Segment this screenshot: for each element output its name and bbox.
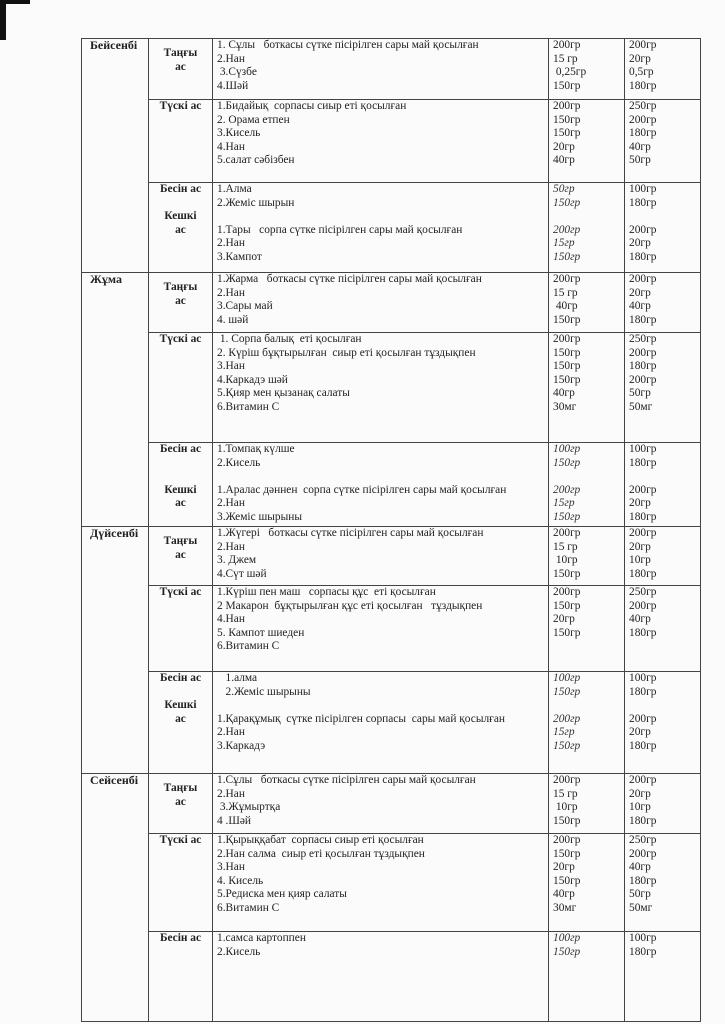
portion-value: 10гр (553, 554, 578, 567)
portion-large-cell (625, 273, 701, 333)
portion-value: 200гр (629, 373, 657, 386)
menu-item: 3.Кампот (217, 250, 262, 263)
menu-item: 2.Нан (217, 497, 245, 510)
portion-value: 15 гр (553, 52, 578, 65)
portion-large-cell (625, 834, 701, 932)
portion-value: 200гр (553, 273, 581, 285)
menu-item: 6.Витамин С (217, 901, 280, 914)
portion-value: 10гр (629, 554, 651, 567)
portion-value: 200гр (553, 712, 581, 725)
menu-item: 3.Сары май (217, 300, 273, 313)
portion-small-cell (549, 443, 625, 527)
portion-value: 200гр (629, 712, 657, 725)
portion-value: 20гр (629, 726, 651, 739)
meal-type-label (153, 457, 208, 471)
portion-value: 250гр (629, 100, 657, 112)
portion-value: 200гр (629, 113, 657, 126)
meal-row (82, 672, 701, 774)
meal-type-cell (149, 273, 213, 333)
menu-item: 3.Кисель (217, 127, 261, 140)
portion-value: 150гр (553, 196, 581, 209)
portion-large-cell (625, 183, 701, 273)
portion-value: 200гр (553, 527, 581, 539)
meal-type-cell (149, 333, 213, 443)
portion-value: 30мг (553, 901, 577, 914)
day-name: Дүйсенбі (90, 526, 139, 540)
meal-row (82, 273, 701, 333)
portion-small-cell (549, 834, 625, 932)
day-cell (82, 273, 149, 527)
menu-item: 6.Витамин С (217, 400, 280, 413)
menu-item: 2.Жеміс шырын (217, 196, 295, 209)
meal-type-label: Таңғы (163, 47, 198, 59)
portion-value: 50гр (629, 888, 651, 901)
portion-value: 40гр (553, 300, 578, 313)
portion-value (553, 470, 620, 484)
meal-type-label: Кешкі (164, 699, 197, 712)
portion-value: 180гр (629, 510, 657, 523)
meal-type-label: ас (175, 60, 186, 73)
portion-value: 40гр (629, 140, 651, 153)
portion-value: 50мг (629, 400, 653, 413)
meal-type-cell (149, 932, 213, 1022)
meal-type-cell (149, 672, 213, 774)
portion-large-cell (625, 586, 701, 672)
portion-value: 200гр (553, 39, 581, 51)
portion-value: 180гр (629, 739, 657, 752)
portion-large-cell (625, 443, 701, 527)
meal-row (82, 774, 701, 834)
portion-value: 180гр (629, 626, 657, 639)
portion-value: 15гр (553, 497, 575, 510)
meal-type-label: Бесін ас (159, 443, 202, 455)
portion-large-cell (625, 39, 701, 100)
meal-row (82, 527, 701, 586)
portion-value: 20гр (629, 52, 651, 65)
menu-item: 3.Нан (217, 861, 245, 874)
menu-item: 4. шәй (217, 313, 249, 326)
weekly-menu-table (81, 38, 701, 1022)
portion-value: 180гр (629, 127, 657, 140)
portion-value: 150гр (553, 510, 581, 523)
meal-type-label: Бесін ас (159, 932, 202, 944)
portion-large-cell (625, 100, 701, 183)
portion-value: 0,5гр (629, 66, 654, 79)
meal-type-label: ас (175, 548, 186, 561)
menu-item: 4.Нан (217, 613, 245, 626)
menu-item: 3. Джем (217, 554, 257, 567)
meal-type-label: Таңғы (163, 782, 198, 794)
menu-item: 1. Сорпа балық еті қосылған (217, 333, 362, 345)
menu-item: 2.Нан (217, 726, 245, 739)
menu-items-cell (213, 672, 549, 774)
portion-value: 15 гр (553, 540, 578, 553)
menu-items-cell (213, 774, 549, 834)
portion-value: 40гр (629, 861, 651, 874)
portion-value: 20гр (553, 140, 575, 153)
menu-item: 1.Алма (217, 183, 252, 195)
menu-item: 1.Бидайық сорпасы сиыр еті қосылған (217, 100, 407, 112)
meal-type-cell (149, 586, 213, 672)
portion-value: 150гр (553, 739, 581, 752)
portion-value: 10гр (553, 801, 578, 814)
portion-value: 40гр (553, 154, 575, 167)
portion-value: 100гр (629, 672, 657, 684)
menu-item: 3.Каркадэ (217, 739, 266, 752)
portion-value: 150гр (553, 874, 581, 887)
portion-value: 150гр (553, 685, 581, 698)
portion-value: 180гр (629, 456, 657, 469)
portion-value: 200гр (553, 586, 581, 598)
portion-value: 100гр (553, 672, 581, 684)
portion-value: 50гр (629, 387, 651, 400)
menu-item: 4.Шәй (217, 79, 249, 92)
portion-value: 200гр (629, 39, 657, 51)
portion-value: 100гр (629, 932, 657, 944)
menu-item: 2.Нан (217, 787, 245, 800)
meal-row (82, 183, 701, 273)
menu-item: 2.Кисель (217, 456, 261, 469)
day-name: Жұма (90, 272, 122, 286)
portion-value: 100гр (629, 183, 657, 195)
portion-small-cell (549, 586, 625, 672)
menu-items-cell (213, 443, 549, 527)
meal-type-label: Кешкі (164, 483, 197, 496)
portion-value: 200гр (553, 834, 581, 846)
meal-type-label (153, 197, 208, 211)
portion-value: 0,25гр (553, 66, 587, 79)
portion-value: 200гр (553, 483, 581, 496)
portion-value: 180гр (629, 945, 657, 958)
meal-type-label: ас (175, 497, 186, 510)
portion-value: 150гр (553, 945, 581, 958)
meal-row (82, 443, 701, 527)
menu-item: 1.Тары сорпа сүтке пісірілген сары май қосылған (217, 223, 463, 236)
portion-value: 200гр (629, 483, 657, 496)
portion-small-cell (549, 932, 625, 1022)
meal-type-label: Түскі ас (159, 333, 202, 345)
menu-item: 1.Қарақұмық сүтке пісірілген сорпасы сары май қосылған (217, 712, 506, 725)
menu-item: 2 Макарон бұқтырылған құс еті қосылған тұздықпен (217, 599, 483, 612)
menu-item: 4.Нан (217, 140, 245, 153)
portion-small-cell (549, 774, 625, 834)
portion-value: 150гр (553, 79, 581, 92)
portion-value: 200гр (553, 223, 581, 236)
meal-type-label: ас (175, 795, 186, 808)
menu-item: 6.Витамин С (217, 640, 280, 653)
menu-item: 2.Нан (217, 286, 245, 299)
menu-item: 1.Сұлы боткасы сүтке пісірілген сары май қосылған (217, 774, 476, 786)
portion-value (553, 210, 620, 224)
menu-item: 5. Кампот шиеден (217, 626, 305, 639)
portion-value: 20гр (629, 497, 651, 510)
meal-row (82, 100, 701, 183)
portion-large-cell (625, 333, 701, 443)
menu-item: 2.Нан (217, 237, 245, 250)
portion-value (629, 470, 696, 484)
menu-item: 1.Аралас дәннен сорпа сүтке пісірілген сары май қосылған (217, 483, 507, 496)
meal-type-label: Түскі ас (159, 834, 202, 846)
meal-type-label (153, 470, 208, 484)
portion-value: 100гр (553, 443, 581, 455)
portion-small-cell (549, 527, 625, 586)
portion-value: 50гр (553, 183, 575, 195)
portion-value: 200гр (629, 774, 657, 786)
menu-item: 2.Жеміс шырыны (217, 685, 311, 698)
portion-value: 20гр (629, 286, 651, 299)
menu-item: 4.Сүт шәй (217, 567, 267, 580)
portion-large-cell (625, 672, 701, 774)
meal-row (82, 834, 701, 932)
menu-item (217, 210, 544, 224)
menu-item: 1.Жарма боткасы сүтке пісірілген сары май қосылған (217, 273, 482, 285)
portion-value: 180гр (629, 196, 657, 209)
menu-item: 2.Нан (217, 540, 245, 553)
meal-type-label: ас (175, 294, 186, 307)
meal-type-cell (149, 527, 213, 586)
menu-item: 3.Жеміс шырыны (217, 510, 303, 523)
portion-value: 180гр (629, 360, 657, 373)
menu-item (217, 470, 544, 484)
menu-item: 5.салат сәбізбен (217, 154, 295, 167)
portion-value: 250гр (629, 333, 657, 345)
menu-item: 1.Томпақ күлше (217, 443, 295, 455)
portion-value: 150гр (553, 599, 581, 612)
portion-value: 150гр (553, 113, 581, 126)
portion-value: 200гр (553, 774, 581, 786)
portion-value (629, 699, 696, 713)
portion-value: 15гр (553, 726, 575, 739)
menu-item: 5.Редиска мен қияр салаты (217, 888, 347, 901)
meal-type-label: Түскі ас (159, 586, 202, 598)
portion-value: 10гр (629, 801, 651, 814)
portion-value: 200гр (629, 346, 657, 359)
portion-value (629, 210, 696, 224)
portion-value: 150гр (553, 456, 581, 469)
meal-type-label: Кешкі (164, 210, 197, 223)
menu-item: 3.Жұмыртқа (217, 801, 281, 814)
portion-large-cell (625, 932, 701, 1022)
menu-item: 2.Кисель (217, 945, 261, 958)
portion-value: 150гр (553, 360, 581, 373)
portion-value: 40гр (553, 387, 575, 400)
menu-items-cell (213, 39, 549, 100)
menu-item: 1.алма (217, 672, 258, 684)
meal-type-label: Таңғы (163, 281, 198, 293)
portion-value: 150гр (553, 814, 581, 827)
portion-value: 15гр (553, 237, 575, 250)
meal-type-label: Бесін ас (159, 183, 202, 195)
menu-item: 2.Нан (217, 52, 245, 65)
menu-items-cell (213, 333, 549, 443)
portion-value: 150гр (553, 313, 581, 326)
portion-value: 250гр (629, 834, 657, 846)
portion-value: 20гр (553, 613, 575, 626)
portion-value: 150гр (553, 626, 581, 639)
portion-value: 150гр (553, 346, 581, 359)
menu-item: 2.Нан салма сиыр еті қосылған тұздықпен (217, 847, 425, 860)
menu-items-cell (213, 100, 549, 183)
menu-items-cell (213, 273, 549, 333)
scan-edge-mark (0, 0, 30, 4)
meal-type-label: Бесін ас (159, 672, 202, 684)
portion-value: 250гр (629, 586, 657, 598)
day-name: Бейсенбі (90, 38, 138, 52)
portion-value: 20гр (629, 540, 651, 553)
meal-type-label: ас (175, 712, 186, 725)
meal-type-cell (149, 774, 213, 834)
portion-value: 50мг (629, 901, 653, 914)
menu-item: 1. Сұлы боткасы сүтке пісірілген сары май қосылған (217, 39, 479, 51)
portion-value: 150гр (553, 847, 581, 860)
portion-value: 200гр (629, 273, 657, 285)
portion-small-cell (549, 39, 625, 100)
menu-item (217, 699, 544, 713)
menu-item: 5.Қияр мен қызанақ салаты (217, 387, 350, 400)
meal-type-label: Түскі ас (159, 100, 202, 112)
meal-row (82, 39, 701, 100)
portion-small-cell (549, 100, 625, 183)
portion-value: 40гр (629, 613, 651, 626)
portion-value: 20гр (629, 787, 651, 800)
meal-row (82, 586, 701, 672)
portion-value: 180гр (629, 814, 657, 827)
menu-item: 1.Жүгері боткасы сүтке пісірілген сары май қосылған (217, 527, 484, 539)
portion-value: 200гр (553, 100, 581, 112)
portion-value: 100гр (553, 932, 581, 944)
menu-item: 1.самса картоппен (217, 932, 306, 944)
portion-small-cell (549, 672, 625, 774)
portion-small-cell (549, 333, 625, 443)
menu-item: 2. Күріш бұқтырылған сиыр еті қосылған тұздықпен (217, 346, 476, 359)
portion-value: 50гр (629, 154, 651, 167)
meal-type-label (153, 686, 208, 700)
meal-row (82, 333, 701, 443)
menu-item: 3.Нан (217, 360, 245, 373)
menu-items-cell (213, 527, 549, 586)
menu-items-cell (213, 183, 549, 273)
portion-value: 40гр (553, 888, 575, 901)
meal-type-cell (149, 100, 213, 183)
portion-value: 180гр (629, 685, 657, 698)
portion-value: 100гр (629, 443, 657, 455)
scan-edge-mark (0, 0, 6, 40)
menu-item: 1.Қырыққабат сорпасы сиыр еті қосылған (217, 834, 424, 846)
portion-value: 15 гр (553, 286, 578, 299)
portion-value: 150гр (553, 127, 581, 140)
menu-items-cell (213, 834, 549, 932)
portion-value: 180гр (629, 874, 657, 887)
portion-value: 180гр (629, 250, 657, 263)
portion-value: 150гр (553, 373, 581, 386)
menu-item: 4.Каркадэ шәй (217, 373, 288, 386)
portion-value: 15 гр (553, 787, 578, 800)
meal-type-cell (149, 834, 213, 932)
meal-row (82, 932, 701, 1022)
portion-value: 30мг (553, 400, 577, 413)
day-cell (82, 527, 149, 774)
portion-value: 200гр (629, 599, 657, 612)
portion-value: 200гр (553, 333, 581, 345)
menu-items-cell (213, 932, 549, 1022)
day-name: Сейсенбі (90, 773, 139, 787)
meal-type-label: Таңғы (163, 535, 198, 547)
menu-item: 3.Сүзбе (217, 66, 257, 79)
portion-value (553, 699, 620, 713)
portion-value: 180гр (629, 567, 657, 580)
portion-value: 150гр (553, 250, 581, 263)
menu-item: 4. Кисель (217, 874, 264, 887)
portion-value: 180гр (629, 79, 657, 92)
portion-value: 150гр (553, 567, 581, 580)
portion-value: 180гр (629, 313, 657, 326)
meal-type-cell (149, 443, 213, 527)
portion-value: 20гр (629, 237, 651, 250)
portion-value: 200гр (629, 223, 657, 236)
portion-value: 200гр (629, 847, 657, 860)
day-cell (82, 774, 149, 1022)
menu-item: 2. Орама етпен (217, 113, 290, 126)
portion-value: 20гр (553, 861, 575, 874)
portion-value: 40гр (629, 300, 651, 313)
portion-value: 200гр (629, 527, 657, 539)
portion-small-cell (549, 273, 625, 333)
day-cell (82, 39, 149, 273)
meal-type-cell (149, 183, 213, 273)
meal-type-label: ас (175, 223, 186, 236)
portion-small-cell (549, 183, 625, 273)
meal-type-cell (149, 39, 213, 100)
menu-items-cell (213, 586, 549, 672)
menu-item: 4 .Шәй (217, 814, 252, 827)
portion-large-cell (625, 527, 701, 586)
portion-large-cell (625, 774, 701, 834)
menu-item: 1.Күріш пен маш сорпасы құс еті қосылған (217, 586, 436, 598)
